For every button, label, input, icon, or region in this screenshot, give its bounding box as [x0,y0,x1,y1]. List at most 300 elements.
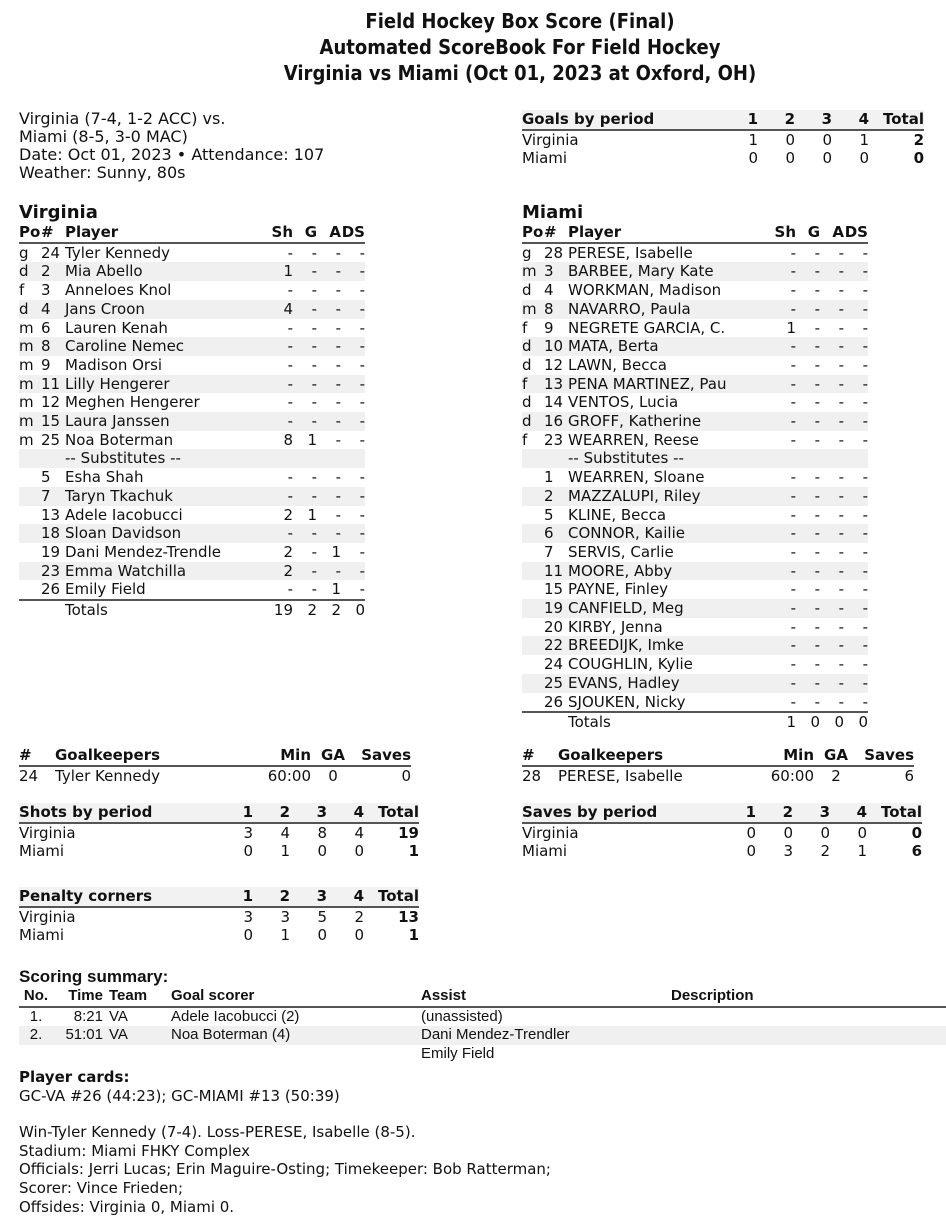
player-number: 20 [544,617,564,636]
player-defensive-saves: - [862,505,868,524]
goalkeeper-number: 28 [522,766,542,785]
player-number: 19 [41,542,61,561]
col-no: No. [19,987,53,1007]
header-row [522,803,922,823]
total-value: 13 [398,907,419,926]
player-shots: - [790,299,796,318]
player-position [522,468,544,487]
player-goals: - [814,486,820,505]
player-position [522,618,544,637]
period-header: 2 [253,887,290,907]
player-name: SERVIS, Carlie [568,542,674,561]
team-name: Miami [19,926,65,945]
penalty-corners-section [19,887,419,945]
player-shots: - [790,542,796,561]
player-name: MAZZALUPI, Riley [568,486,701,505]
period-header: 4 [327,887,364,907]
game-info-visitor: Virginia (7-4, 1-2 ACC) vs. [19,109,226,128]
goalkeeper-name: Tyler Kennedy [55,766,160,785]
player-shots: 2 [283,505,293,524]
period-value: 5 [317,907,327,926]
player-row [19,337,365,356]
player-name: Anneloes Knol [65,281,172,300]
player-position [522,693,544,713]
scoring-summary-title: Scoring summary: [19,967,169,986]
player-name: WEARREN, Reese [568,430,699,449]
player-row [19,412,365,431]
player-shots: - [790,673,796,692]
period-value: 0 [783,823,793,842]
period-value: 0 [317,926,327,945]
player-number: 25 [544,673,564,692]
period-value: 0 [859,149,869,168]
player-goals: - [814,636,820,655]
player-number: 26 [41,580,61,599]
player-number: 14 [544,393,564,412]
player-assists: - [335,486,341,505]
scoring-summary-section [19,967,946,1064]
goal-assist-secondary: Emily Field [421,1045,495,1063]
player-goals: 1 [307,430,317,449]
player-number: 15 [544,580,564,599]
player-shots: - [287,281,293,300]
player-defensive-saves: - [359,412,365,431]
section-title: Penalty corners [19,887,216,907]
total-header: Total [364,887,419,907]
team-row [522,130,924,150]
player-defensive-saves: - [862,617,868,636]
period-value: 0 [785,130,795,149]
player-shots: 4 [283,299,293,318]
player-name: NEGRETE GARCIA, C. [568,318,726,337]
title-line-1: Field Hockey Box Score (Final) [365,9,675,33]
team-row [19,842,419,861]
scoring-summary-table [19,987,946,1064]
player-defensive-saves: - [359,580,365,599]
player-shots: - [790,505,796,524]
col-time: Time [53,987,103,1007]
player-defensive-saves: - [359,505,365,524]
player-shots: - [790,374,796,393]
player-assists: - [335,318,341,337]
player-shots: 1 [283,262,293,281]
player-position [522,580,544,599]
col-a: A [820,223,844,243]
player-position: m [19,412,34,431]
period-value: 4 [354,823,364,842]
player-number: 28 [544,243,564,262]
player-position [522,674,544,693]
miami-goalkeepers-table [522,746,914,785]
virginia-goalkeepers-table [19,746,411,785]
col-ga: GA [311,746,355,766]
goalkeeper-goals-against: 2 [831,766,841,785]
substitutes-divider-row [19,449,365,468]
player-defensive-saves: - [862,673,868,692]
player-cards-title: Player cards: [19,1068,130,1086]
empty-cell [41,449,65,468]
player-name: Mia Abello [65,262,143,281]
player-row [522,243,868,263]
player-defensive-saves: - [862,318,868,337]
total-header: Total [867,803,922,823]
period-value: 1 [859,130,869,149]
player-name: EVANS, Hadley [568,673,680,692]
player-shots: - [287,355,293,374]
player-defensive-saves: - [862,430,868,449]
player-position: d [522,355,532,374]
player-assists: - [335,393,341,412]
title-line-2: Automated ScoreBook For Field Hockey [319,35,721,59]
player-number: 8 [544,299,554,318]
section-title: Saves by period [522,803,719,823]
player-defensive-saves: - [862,393,868,412]
player-row [522,524,868,543]
player-position [19,506,41,525]
player-assists: - [838,412,844,431]
miami-team-name: Miami [522,202,584,223]
player-cards-text: GC-VA #26 (44:23); GC-MIAMI #13 (50:39) [19,1086,340,1105]
player-number: 9 [41,355,51,374]
player-assists: - [838,636,844,655]
period-header: 3 [795,110,832,130]
player-position: d [522,337,532,356]
player-row [522,281,868,300]
player-position [19,487,41,506]
player-shots: - [790,524,796,543]
totals-ds: 0 [341,600,365,620]
col-sh: Sh [261,223,293,243]
player-name: Noa Boterman [65,430,174,449]
col-team: Team [103,987,165,1007]
player-position: m [522,262,537,281]
col-sh: Sh [764,223,796,243]
player-defensive-saves: - [359,393,365,412]
team-name: Miami [522,149,568,168]
period-value: 0 [822,130,832,149]
player-name: Adele Iacobucci [65,505,183,524]
player-shots: - [287,486,293,505]
header-row [19,887,419,907]
player-name: COUGHLIN, Kylie [568,655,693,674]
totals-ds: 0 [844,712,868,732]
player-row [522,300,868,319]
player-defensive-saves: - [359,524,365,543]
game-info [19,110,324,182]
empty-cell [522,449,544,468]
player-shots: - [790,468,796,487]
player-assists: 1 [331,580,341,599]
player-shots: 8 [283,430,293,449]
player-goals: - [311,486,317,505]
player-assists: - [335,524,341,543]
player-goals: - [311,542,317,561]
player-goals: - [814,692,820,711]
period-value: 1 [748,130,758,149]
player-row [19,393,365,412]
player-assists: - [838,393,844,412]
player-defensive-saves: - [862,243,868,262]
substitutes-label: -- Substitutes -- [568,449,684,468]
player-name: Emily Field [65,580,146,599]
player-shots: - [287,337,293,356]
player-number: 16 [544,412,564,431]
player-name: LAWN, Becca [568,355,667,374]
player-defensive-saves: - [359,542,365,561]
player-goals: - [311,374,317,393]
player-defensive-saves: - [862,355,868,374]
player-goals: - [814,524,820,543]
player-goals: - [814,542,820,561]
goal-assist: Dani Mendez-Trendler [421,1026,570,1044]
player-shots: - [790,580,796,599]
saves-by-period-table [522,803,922,861]
player-shots: 1 [786,318,796,337]
total-header: Total [364,803,419,823]
player-assists: - [838,599,844,618]
total-value: 1 [408,842,419,861]
player-row [522,599,868,618]
total-value: 6 [911,842,922,861]
player-defensive-saves: - [359,262,365,281]
player-row [522,319,868,338]
totals-row [19,600,365,620]
player-number: 5 [41,468,51,487]
player-name: MATA, Berta [568,337,659,356]
player-number: 26 [544,692,564,711]
player-position [522,655,544,674]
goal-time: 8:21 [73,1007,103,1025]
player-assists: - [335,299,341,318]
miami-roster-table [522,223,868,732]
period-header: 1 [216,803,253,823]
goals-by-period-table [522,110,924,168]
miami-roster-section [522,203,868,732]
player-row [19,468,365,487]
goalkeeper-minutes: 60:00 [267,766,311,785]
goalkeeper-goals-against: 0 [328,766,338,785]
player-number: 15 [41,412,61,431]
total-value: 2 [913,130,924,149]
shots-by-period-table [19,803,419,861]
player-name: KIRBY, Jenna [568,617,663,636]
team-row [522,842,922,861]
player-goals: - [814,299,820,318]
col-player: Player [568,223,764,243]
player-assists: - [838,299,844,318]
player-position: f [522,374,528,393]
game-info-weather: Weather: Sunny, 80s [19,163,186,182]
player-number: 25 [41,430,61,449]
player-assists: - [838,542,844,561]
goal-number: 1. [29,1007,43,1025]
period-value: 1 [280,842,290,861]
total-value: 0 [913,149,924,168]
empty-cell [53,1045,103,1064]
player-goals: - [814,617,820,636]
player-shots: - [790,355,796,374]
player-assists: - [838,430,844,449]
period-value: 0 [243,926,253,945]
player-position [522,562,544,581]
player-number: 24 [544,655,564,674]
player-number: 13 [544,374,564,393]
period-value: 2 [354,907,364,926]
period-value: 1 [280,926,290,945]
col-num: # [544,223,568,243]
period-value: 3 [783,842,793,861]
player-assists: - [335,561,341,580]
goalkeeper-minutes: 60:00 [770,766,814,785]
player-name: Jans Croon [65,299,145,318]
player-assists: - [838,561,844,580]
player-name: WEARREN, Sloane [568,468,705,487]
totals-g: 0 [796,712,820,732]
empty-cell [522,712,544,732]
period-value: 0 [317,842,327,861]
period-value: 0 [857,823,867,842]
player-goals: - [814,673,820,692]
header-row [19,803,419,823]
player-goals: - [814,505,820,524]
goals-by-period-section [522,110,924,168]
player-name: BARBEE, Mary Kate [568,262,714,281]
player-shots: - [790,599,796,618]
shots-by-period-section [19,803,419,861]
team-name: Virginia [522,130,579,149]
player-goals: - [814,374,820,393]
period-value: 0 [785,149,795,168]
empty-cell [103,1045,165,1064]
col-scorer: Goal scorer [165,987,415,1007]
player-assists: - [335,355,341,374]
col-ga: GA [814,746,858,766]
player-position: d [19,299,29,318]
player-row [522,337,868,356]
goal-scorer: Adele Iacobucci (2) [171,1007,300,1025]
virginia-roster-section [19,203,365,620]
player-name: Meghen Hengerer [65,393,200,412]
player-goals: - [814,430,820,449]
player-position [522,524,544,543]
period-value: 0 [822,149,832,168]
player-position: d [522,281,532,300]
player-name: Caroline Nemec [65,337,185,356]
player-number: 2 [544,486,554,505]
player-goals: - [814,561,820,580]
player-goals: - [814,243,820,262]
player-defensive-saves: - [862,281,868,300]
stadium-text: Stadium: Miami FHKY Complex [19,1141,251,1160]
period-value: 0 [746,823,756,842]
player-shots: - [790,262,796,281]
player-shots: - [790,337,796,356]
player-goals: - [311,561,317,580]
period-header: 4 [327,803,364,823]
game-info-home: Miami (8-5, 3-0 MAC) [19,127,188,146]
player-row [522,580,868,599]
player-assists: - [838,524,844,543]
period-header: 4 [832,110,869,130]
player-defensive-saves: - [359,374,365,393]
player-assists: 1 [331,542,341,561]
total-value: 19 [398,823,419,842]
player-goals: - [311,468,317,487]
player-defensive-saves: - [359,243,365,262]
goalkeeper-name: PERESE, Isabelle [558,766,683,785]
player-goals: - [311,262,317,281]
player-assists: - [838,281,844,300]
header-row [522,746,914,766]
player-number: 6 [544,524,554,543]
player-number: 11 [41,374,61,393]
col-saves: Saves [858,746,914,766]
player-row [522,487,868,506]
empty-cell [19,600,41,620]
col-player: Player [65,223,261,243]
player-position: f [522,430,528,449]
player-position: m [19,393,34,412]
player-assists: - [838,355,844,374]
player-shots: - [790,636,796,655]
col-min: Min [754,746,814,766]
period-value: 2 [820,842,830,861]
scorer-text: Scorer: Vince Frieden; [19,1178,183,1197]
player-number: 18 [41,524,61,543]
player-row [522,674,868,693]
player-row [19,487,365,506]
totals-g: 2 [293,600,317,620]
goal-assist: (unassisted) [421,1007,503,1025]
player-row [19,562,365,581]
col-num: # [19,746,55,766]
player-number: 13 [41,505,61,524]
goal-row [19,1007,946,1027]
totals-sh: 19 [261,600,293,620]
virginia-goalkeepers-section [19,746,411,785]
section-title: Shots by period [19,803,216,823]
goalkeeper-saves: 6 [904,766,914,785]
header-row [19,746,411,766]
goal-row-continuation [19,1045,946,1064]
player-number: 24 [41,243,61,262]
player-goals: - [311,580,317,599]
player-name: Tyler Kennedy [65,243,170,262]
col-g: G [293,223,317,243]
player-shots: - [287,524,293,543]
player-position: d [522,412,532,431]
player-goals: - [814,281,820,300]
player-goals: - [311,243,317,262]
team-row [19,926,419,945]
player-goals: - [814,262,820,281]
team-name: Virginia [522,823,579,842]
page-title [0,8,946,86]
player-assists: - [335,505,341,524]
player-row [522,468,868,487]
period-value: 4 [280,823,290,842]
offsides-text: Offsides: Virginia 0, Miami 0. [19,1197,235,1216]
team-row [522,149,924,168]
period-header: 2 [253,803,290,823]
player-position: m [19,337,34,356]
player-defensive-saves: - [862,299,868,318]
player-name: PERESE, Isabelle [568,243,693,262]
player-position [522,506,544,525]
player-position [522,599,544,618]
player-position [522,487,544,506]
player-number: 12 [544,355,564,374]
